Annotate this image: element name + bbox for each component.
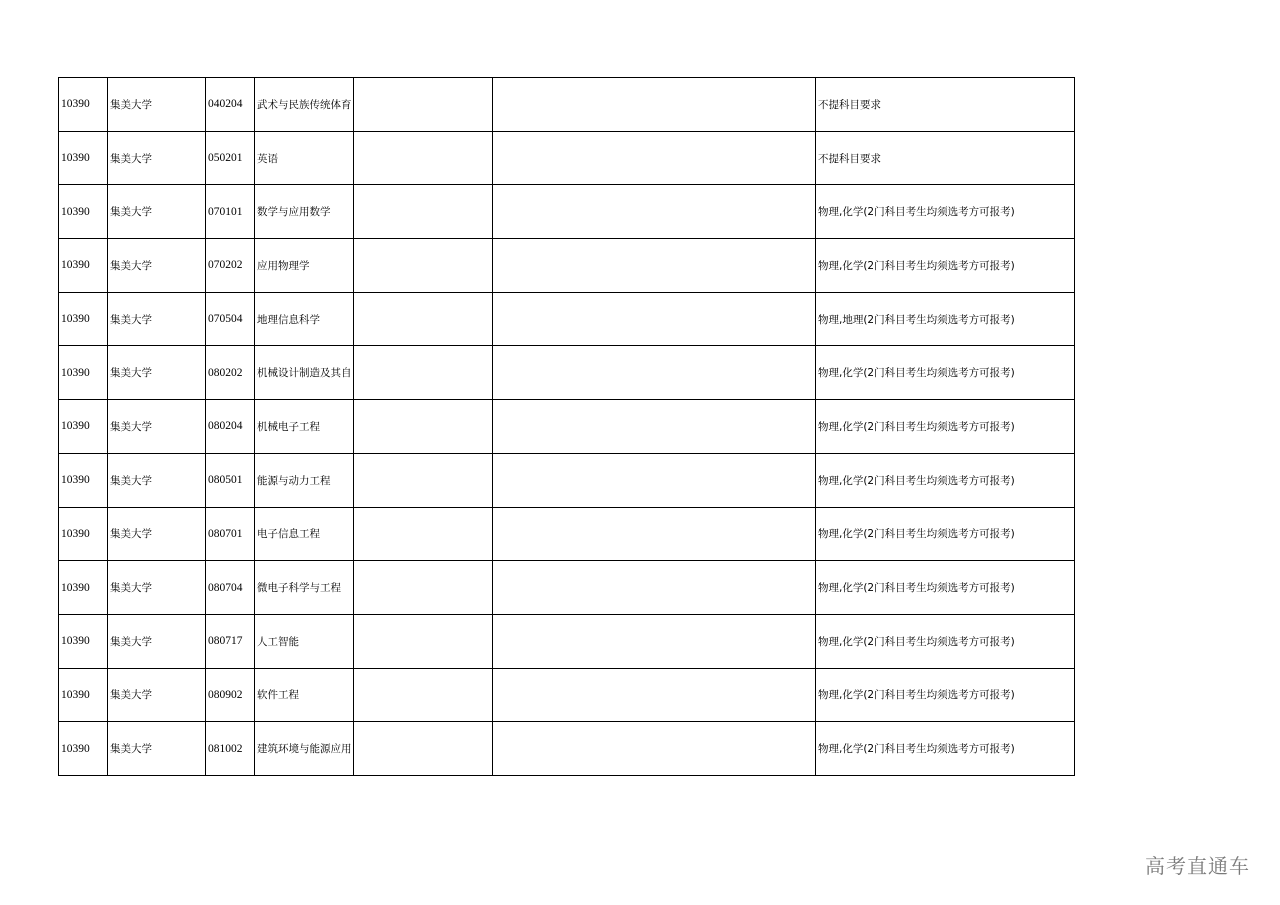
empty-cell — [354, 400, 493, 454]
major-name-cell: 武术与民族传统体育 — [255, 78, 354, 132]
empty-cell — [354, 507, 493, 561]
school-name-cell: 集美大学 — [108, 668, 206, 722]
empty-cell — [493, 507, 816, 561]
empty-cell — [493, 131, 816, 185]
major-code-cell: 080717 — [206, 614, 255, 668]
empty-cell — [493, 453, 816, 507]
school-code-cell: 10390 — [59, 561, 108, 615]
school-code-cell: 10390 — [59, 722, 108, 776]
school-code-cell: 10390 — [59, 185, 108, 239]
watermark-text: 高考直通车 — [1145, 854, 1250, 878]
major-name-cell: 人工智能 — [255, 614, 354, 668]
subject-requirement-cell: 物理,地理(2门科目考生均须选考方可报考) — [816, 292, 1075, 346]
subject-requirement-cell: 不提科目要求 — [816, 131, 1075, 185]
empty-cell — [493, 185, 816, 239]
empty-cell — [354, 668, 493, 722]
subject-requirement-cell: 物理,化学(2门科目考生均须选考方可报考) — [816, 453, 1075, 507]
school-code-cell: 10390 — [59, 131, 108, 185]
major-name-cell: 机械设计制造及其自 — [255, 346, 354, 400]
subject-requirement-cell: 物理,化学(2门科目考生均须选考方可报考) — [816, 346, 1075, 400]
subject-requirement-cell: 物理,化学(2门科目考生均须选考方可报考) — [816, 668, 1075, 722]
major-code-cell: 080501 — [206, 453, 255, 507]
subject-requirement-cell: 物理,化学(2门科目考生均须选考方可报考) — [816, 400, 1075, 454]
school-code-cell: 10390 — [59, 346, 108, 400]
school-name-cell: 集美大学 — [108, 239, 206, 293]
major-code-cell: 070101 — [206, 185, 255, 239]
empty-cell — [354, 453, 493, 507]
major-code-cell: 080204 — [206, 400, 255, 454]
major-name-cell: 电子信息工程 — [255, 507, 354, 561]
school-name-cell: 集美大学 — [108, 185, 206, 239]
empty-cell — [354, 346, 493, 400]
major-code-cell: 050201 — [206, 131, 255, 185]
major-code-cell: 080704 — [206, 561, 255, 615]
school-name-cell: 集美大学 — [108, 78, 206, 132]
school-name-cell: 集美大学 — [108, 722, 206, 776]
empty-cell — [354, 614, 493, 668]
empty-cell — [493, 78, 816, 132]
major-name-cell: 地理信息科学 — [255, 292, 354, 346]
table-row — [59, 185, 1075, 239]
table-row — [59, 239, 1075, 293]
major-code-cell: 070202 — [206, 239, 255, 293]
major-code-cell: 080202 — [206, 346, 255, 400]
major-name-cell: 应用物理学 — [255, 239, 354, 293]
empty-cell — [354, 131, 493, 185]
table-row — [59, 131, 1075, 185]
major-code-cell: 081002 — [206, 722, 255, 776]
table-row — [59, 292, 1075, 346]
major-name-cell: 微电子科学与工程 — [255, 561, 354, 615]
empty-cell — [493, 722, 816, 776]
table-body — [59, 78, 1075, 776]
school-code-cell: 10390 — [59, 668, 108, 722]
school-name-cell: 集美大学 — [108, 507, 206, 561]
empty-cell — [354, 561, 493, 615]
table-row — [59, 78, 1075, 132]
school-name-cell: 集美大学 — [108, 614, 206, 668]
empty-cell — [493, 400, 816, 454]
subject-requirement-cell: 物理,化学(2门科目考生均须选考方可报考) — [816, 185, 1075, 239]
subject-requirement-cell: 物理,化学(2门科目考生均须选考方可报考) — [816, 507, 1075, 561]
table-row — [59, 722, 1075, 776]
school-name-cell: 集美大学 — [108, 131, 206, 185]
table-row — [59, 453, 1075, 507]
school-code-cell: 10390 — [59, 78, 108, 132]
major-name-cell: 能源与动力工程 — [255, 453, 354, 507]
empty-cell — [354, 185, 493, 239]
major-name-cell: 软件工程 — [255, 668, 354, 722]
subject-requirement-cell: 物理,化学(2门科目考生均须选考方可报考) — [816, 239, 1075, 293]
table-row — [59, 346, 1075, 400]
school-code-cell: 10390 — [59, 453, 108, 507]
major-code-cell: 080902 — [206, 668, 255, 722]
empty-cell — [354, 292, 493, 346]
major-code-cell: 080701 — [206, 507, 255, 561]
table-row — [59, 668, 1075, 722]
table-row — [59, 400, 1075, 454]
school-code-cell: 10390 — [59, 292, 108, 346]
subject-requirement-cell: 物理,化学(2门科目考生均须选考方可报考) — [816, 614, 1075, 668]
major-name-cell: 数学与应用数学 — [255, 185, 354, 239]
table-row — [59, 614, 1075, 668]
school-code-cell: 10390 — [59, 507, 108, 561]
table-row — [59, 561, 1075, 615]
empty-cell — [493, 561, 816, 615]
major-name-cell: 英语 — [255, 131, 354, 185]
empty-cell — [493, 346, 816, 400]
school-code-cell: 10390 — [59, 239, 108, 293]
subject-requirement-cell: 物理,化学(2门科目考生均须选考方可报考) — [816, 561, 1075, 615]
empty-cell — [493, 668, 816, 722]
school-name-cell: 集美大学 — [108, 346, 206, 400]
major-name-cell: 建筑环境与能源应用 — [255, 722, 354, 776]
empty-cell — [493, 292, 816, 346]
school-name-cell: 集美大学 — [108, 561, 206, 615]
school-code-cell: 10390 — [59, 400, 108, 454]
empty-cell — [354, 78, 493, 132]
school-name-cell: 集美大学 — [108, 453, 206, 507]
school-code-cell: 10390 — [59, 614, 108, 668]
major-name-cell: 机械电子工程 — [255, 400, 354, 454]
admission-requirements-table — [58, 77, 1075, 776]
subject-requirement-cell: 不提科目要求 — [816, 78, 1075, 132]
empty-cell — [493, 239, 816, 293]
empty-cell — [493, 614, 816, 668]
major-code-cell: 040204 — [206, 78, 255, 132]
empty-cell — [354, 722, 493, 776]
school-name-cell: 集美大学 — [108, 292, 206, 346]
school-name-cell: 集美大学 — [108, 400, 206, 454]
major-code-cell: 070504 — [206, 292, 255, 346]
table-row — [59, 507, 1075, 561]
subject-requirement-cell: 物理,化学(2门科目考生均须选考方可报考) — [816, 722, 1075, 776]
empty-cell — [354, 239, 493, 293]
